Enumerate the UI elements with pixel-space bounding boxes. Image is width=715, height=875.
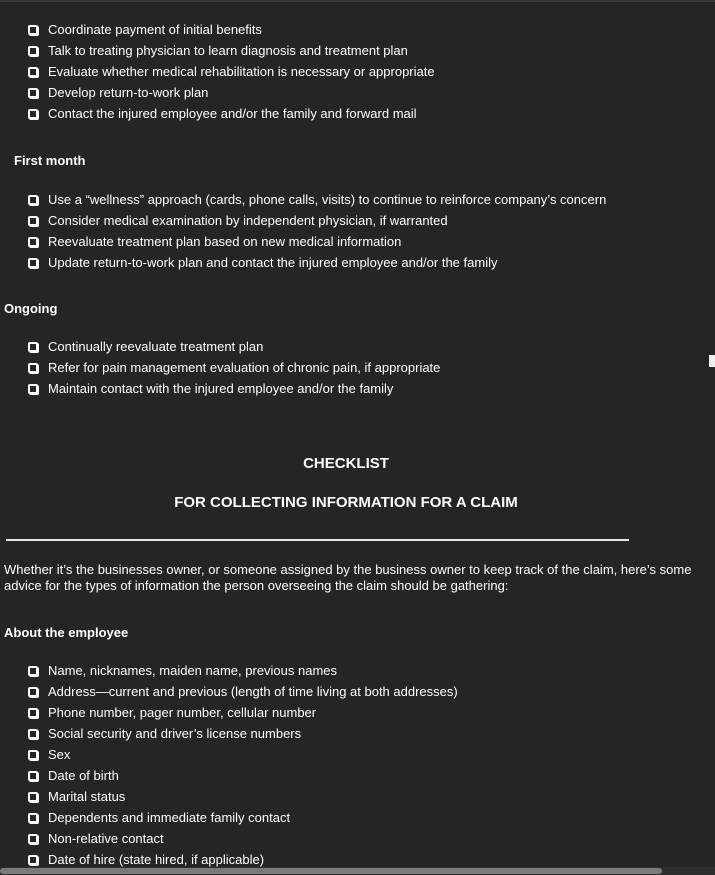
ongoing-heading: Ongoing: [4, 301, 58, 316]
horizontal-rule: [6, 539, 629, 541]
checkbox-icon[interactable]: [28, 195, 38, 205]
list-item-text: Update return-to-work plan and contact the injured employee and/or the family: [48, 255, 498, 270]
checkbox-icon[interactable]: [28, 237, 38, 247]
list-item: [28, 744, 458, 765]
list-item: [28, 786, 458, 807]
list-item: [28, 231, 606, 252]
list-item: [28, 357, 440, 378]
list-item-text: Evaluate whether medical rehabilitation is necessary or appropriate: [48, 64, 435, 79]
checkbox-icon[interactable]: [28, 384, 38, 394]
list-item: [28, 681, 458, 702]
initial-steps-list: [28, 19, 435, 124]
list-item: [28, 82, 435, 103]
checkbox-icon[interactable]: [28, 216, 38, 226]
list-item: [28, 723, 458, 744]
list-item-text: Refer for pain management evaluation of chronic pain, if appropriate: [48, 360, 441, 375]
list-item-text: Date of hire (state hired, if applicable): [48, 852, 265, 867]
list-item-text: Phone number, pager number, cellular number: [48, 705, 317, 720]
checkbox-icon[interactable]: [28, 25, 38, 35]
checkbox-icon[interactable]: [28, 687, 38, 697]
list-item-text: Talk to treating physician to learn diagnosis and treatment plan: [48, 43, 408, 58]
first-month-heading: First month: [14, 153, 86, 168]
list-item: [28, 40, 435, 61]
list-item-text: Address—current and previous (length of time living at both addresses): [48, 684, 458, 699]
checkbox-icon[interactable]: [28, 729, 38, 739]
list-item: [28, 378, 440, 399]
top-border: [0, 0, 715, 2]
list-item: [28, 19, 435, 40]
list-item-text: Coordinate payment of initial benefits: [48, 22, 262, 37]
list-item: [28, 660, 458, 681]
list-item-text: Marital status: [48, 789, 126, 804]
list-item-text: Dependents and immediate family contact: [48, 810, 291, 825]
list-item: [28, 765, 458, 786]
ongoing-list: [28, 336, 440, 399]
about-employee-list: [28, 660, 458, 870]
list-item-text: Social security and driver’s license numbers: [48, 726, 302, 741]
list-item-text: Sex: [48, 747, 71, 762]
checkbox-icon[interactable]: [28, 771, 38, 781]
checklist-subtitle: FOR COLLECTING INFORMATION FOR A CLAIM: [174, 494, 518, 511]
checkbox-icon[interactable]: [28, 67, 38, 77]
list-item-text: Maintain contact with the injured employee and/or the family: [48, 381, 394, 396]
checkbox-icon[interactable]: [28, 109, 38, 119]
checkbox-icon[interactable]: [28, 750, 38, 760]
list-item-text: Continually reevaluate treatment plan: [48, 339, 264, 354]
checklist-title: CHECKLIST: [303, 455, 389, 472]
list-item-text: Contact the injured employee and/or the family and forward mail: [48, 106, 417, 121]
checkbox-icon[interactable]: [28, 88, 38, 98]
list-item: [28, 61, 435, 82]
list-item: [28, 103, 435, 124]
checkbox-icon[interactable]: [28, 834, 38, 844]
first-month-list: [28, 189, 606, 273]
list-item-text: Reevaluate treatment plan based on new medical information: [48, 234, 402, 249]
checkbox-icon[interactable]: [28, 813, 38, 823]
list-item-text: Use a “wellness” approach (cards, phone calls, visits) to continue to reinforce company’s concern: [48, 192, 607, 207]
list-item: [28, 807, 458, 828]
scrollbar-thumb[interactable]: [0, 868, 662, 874]
checkbox-icon[interactable]: [28, 363, 38, 373]
list-item: [28, 252, 606, 273]
list-item: [28, 336, 440, 357]
list-item-text: Develop return-to-work plan: [48, 85, 209, 100]
list-item-text: Name, nicknames, maiden name, previous names: [48, 663, 338, 678]
list-item-text: Date of birth: [48, 768, 119, 783]
list-item: [28, 189, 606, 210]
checkbox-icon[interactable]: [28, 666, 38, 676]
list-item: [28, 702, 458, 723]
checkbox-icon[interactable]: [28, 708, 38, 718]
checkbox-icon[interactable]: [28, 342, 38, 352]
list-item: [28, 210, 606, 231]
about-employee-heading: About the employee: [4, 625, 129, 640]
checkbox-icon[interactable]: [28, 46, 38, 56]
list-item-text: Consider medical examination by independent physician, if warranted: [48, 213, 448, 228]
horizontal-scrollbar[interactable]: [0, 867, 715, 875]
checkbox-icon[interactable]: [28, 792, 38, 802]
checkbox-icon[interactable]: [28, 258, 38, 268]
checkbox-icon[interactable]: [28, 855, 38, 865]
list-item-text: Non-relative contact: [48, 831, 164, 846]
scroll-marker[interactable]: [709, 355, 715, 367]
intro-paragraph: Whether it’s the businesses owner, or someone assigned by the business owner to keep track of the claim, here’s some advice for the types of information the person overseeing the claim should be gathering:: [4, 562, 692, 593]
list-item: [28, 828, 458, 849]
